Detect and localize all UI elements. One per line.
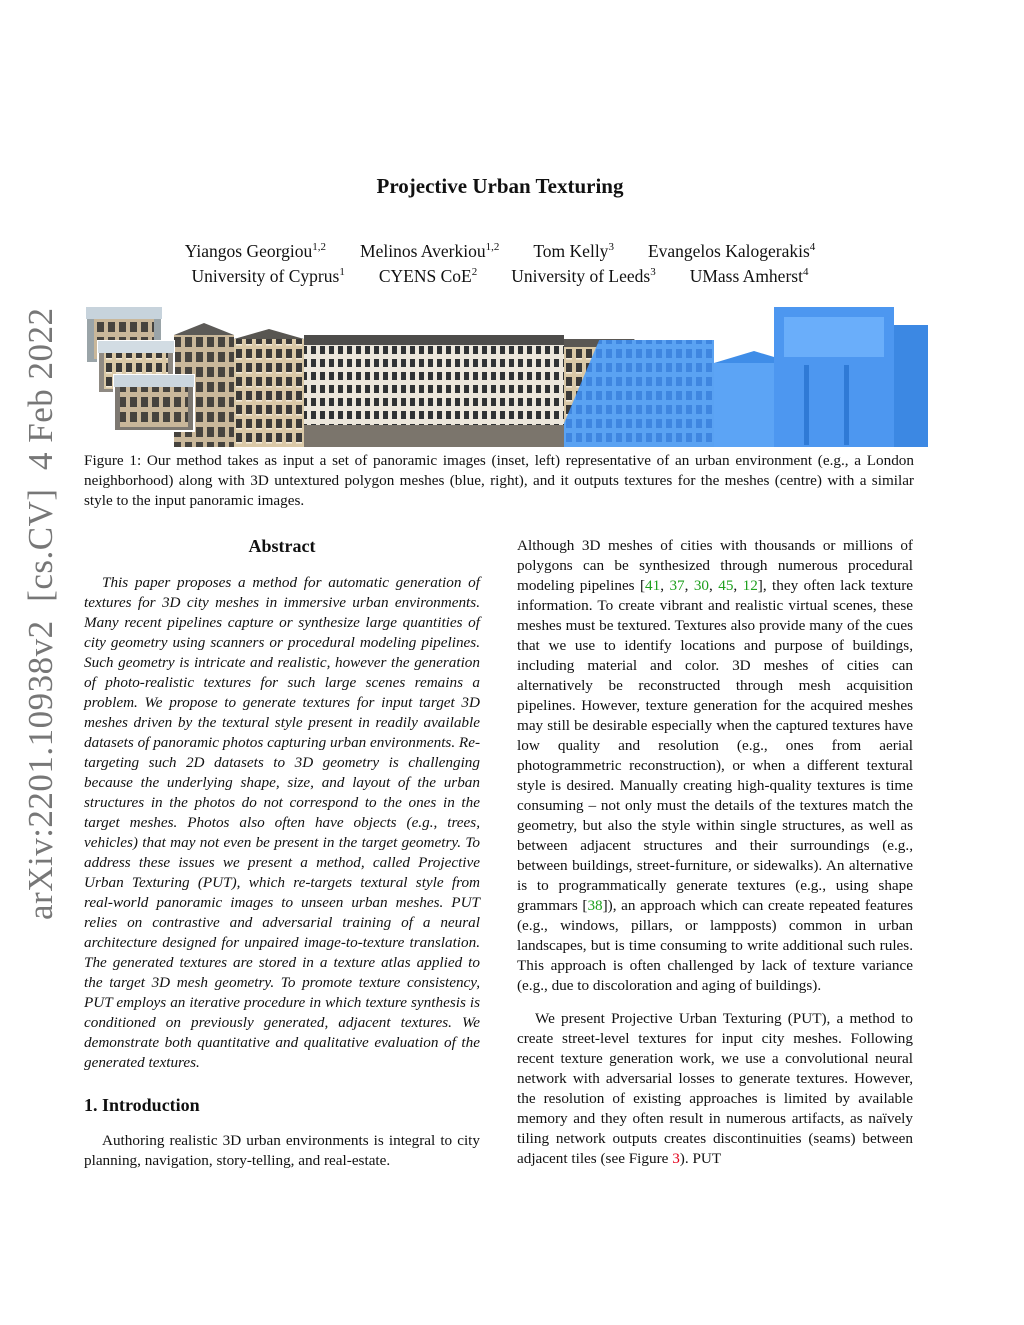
affiliation-3: University of Leeds$^3$ xyxy=(511,266,656,286)
affiliation-4: UMass Amherst$^4$ xyxy=(689,266,809,286)
intro-paragraph-3: We present Projective Urban Texturing (PUT), a method to create street-level textures for input city meshes. Following recent texture generation work, we use a convolutional neural network with adversarial losses to generate textures. However, the resolution of existing approaches is limited by available memory and they often result in numerous artifacts, as naïvely tiling network outputs creates discontinuities (seams) between adjacent tiles (see Figure 3). PUT xyxy=(517,1010,913,1167)
left-column xyxy=(84,536,480,1171)
citation-link[interactable]: 37 xyxy=(669,577,685,594)
author-list xyxy=(0,241,1000,262)
citation-link[interactable]: 30 xyxy=(693,577,710,594)
citation-link[interactable]: 45 xyxy=(718,577,734,594)
untextured-meshes xyxy=(564,307,928,447)
citation-link[interactable]: 12 xyxy=(742,577,758,594)
right-column xyxy=(517,536,913,1169)
author-2: Melinos Averkiou$^{1,2}$ xyxy=(360,241,500,261)
abstract-heading: Abstract xyxy=(248,536,316,556)
author-3: Tom Kelly$^3$ xyxy=(533,241,614,261)
affiliation-list xyxy=(0,266,1000,287)
affiliation-1: University of Cyprus$^1$ xyxy=(191,266,345,286)
abstract-text: This paper proposes a method for automatic generation of textures for 3D city meshes in immersive urban environments. Many recent pipelines capture or synthesize large quantities of city geometry using scanners or procedural modeling pipelines. Such geometry is intricate and realistic, however the generation of photo-realistic textures for such large scenes remains a problem. We propose to generate textures for input target 3D meshes driven by the textural style present in readily available datasets of panoramic photos capturing urban environments. Re-targeting such 2D datasets to 3D geometry is challenging because the underlying shape, size, and layout of the urban structures in the photos do not correspond to the ones in the target meshes. Photos also often have objects (e.g., trees, vehicles) that may not even be present in the target geometry. To address these issues we present a method, called Projective Urban Texturing (PUT), which re-targets textural style from real-world panoramic images to unseen urban meshes. PUT relies on contrastive and adversarial training of a neural architecture designed for unpaired image-to-texture translation. The generated textures are stored in a texture atlas applied to the target 3D mesh geometry. To promote texture consistency, PUT employs an iterative procedure in which texture synthesis is conditioned on previously generated, adjacent textures. We demonstrate both quantitative and qualitative evaluation of the generated textures. xyxy=(84,574,480,1071)
citation-link[interactable]: 38 xyxy=(587,897,603,914)
author-1: Yiangos Georgiou$^{1,2}$ xyxy=(184,241,327,261)
citation-link[interactable]: 41 xyxy=(645,577,661,594)
intro-paragraph-1: Authoring realistic 3D urban environments is integral to city planning, navigation, story-telling, and real-estate. xyxy=(84,1132,480,1169)
introduction-heading: 1. Introduction xyxy=(84,1095,200,1115)
intro-paragraph-2: Although 3D meshes of cities with thousands or millions of polygons can be synthesized through numerous procedural modeling pipelines [41, 37, 30, 45, 12], they often lack texture information. To create vibrant and realistic virtual scenes, these meshes must be textured. Textures also provide many of the cues that we use to identify locations and purpose of buildings, including material and color. 3D meshes of cities can alternatively be reconstructed through mesh acquisition pipelines. However, texture generation for the acquired meshes may still be desirable especially when the captured textures have low quality and resolution (e.g., ones from aerial photogrammetric reconstruction), or when a different textural style is desired. Manually creating high-quality textures is time consuming – not only must the details of the textures match the geometry, but also the style within single structures, as well as between adjacent structures and their surroundings (e.g., between buildings, street-furniture, or sidewalks). An alternative is to programmatically generate textures (e.g., using shape grammars [38]), an approach which can create repeated features (e.g., windows, pillars, or lampposts) common in urban landscapes, but is time consuming to write additional such rules. This approach is often challenged by lack of texture variance (e.g., due to discoloration and aging of buildings). xyxy=(517,537,914,994)
paper-title: Projective Urban Texturing xyxy=(376,174,624,198)
teaser-figure xyxy=(84,305,928,447)
arxiv-stamp: arXiv:2201.10938v2 [cs.CV] 4 Feb 2022 xyxy=(21,307,60,920)
author-4: Evangelos Kalogerakis$^4$ xyxy=(647,241,816,261)
figure-1-caption: Figure 1: Our method takes as input a set of panoramic images (inset, left) representative of an urban environment (e.g., a London neighborhood) along with 3D untextured polygon meshes (blue, right), and it outputs textures for the meshes (centre) with a similar style to the input panoramic images. xyxy=(84,452,914,509)
affiliation-2: CYENS CoE$^2$ xyxy=(378,266,478,286)
figure-reference-link[interactable]: 3 xyxy=(672,1150,680,1167)
